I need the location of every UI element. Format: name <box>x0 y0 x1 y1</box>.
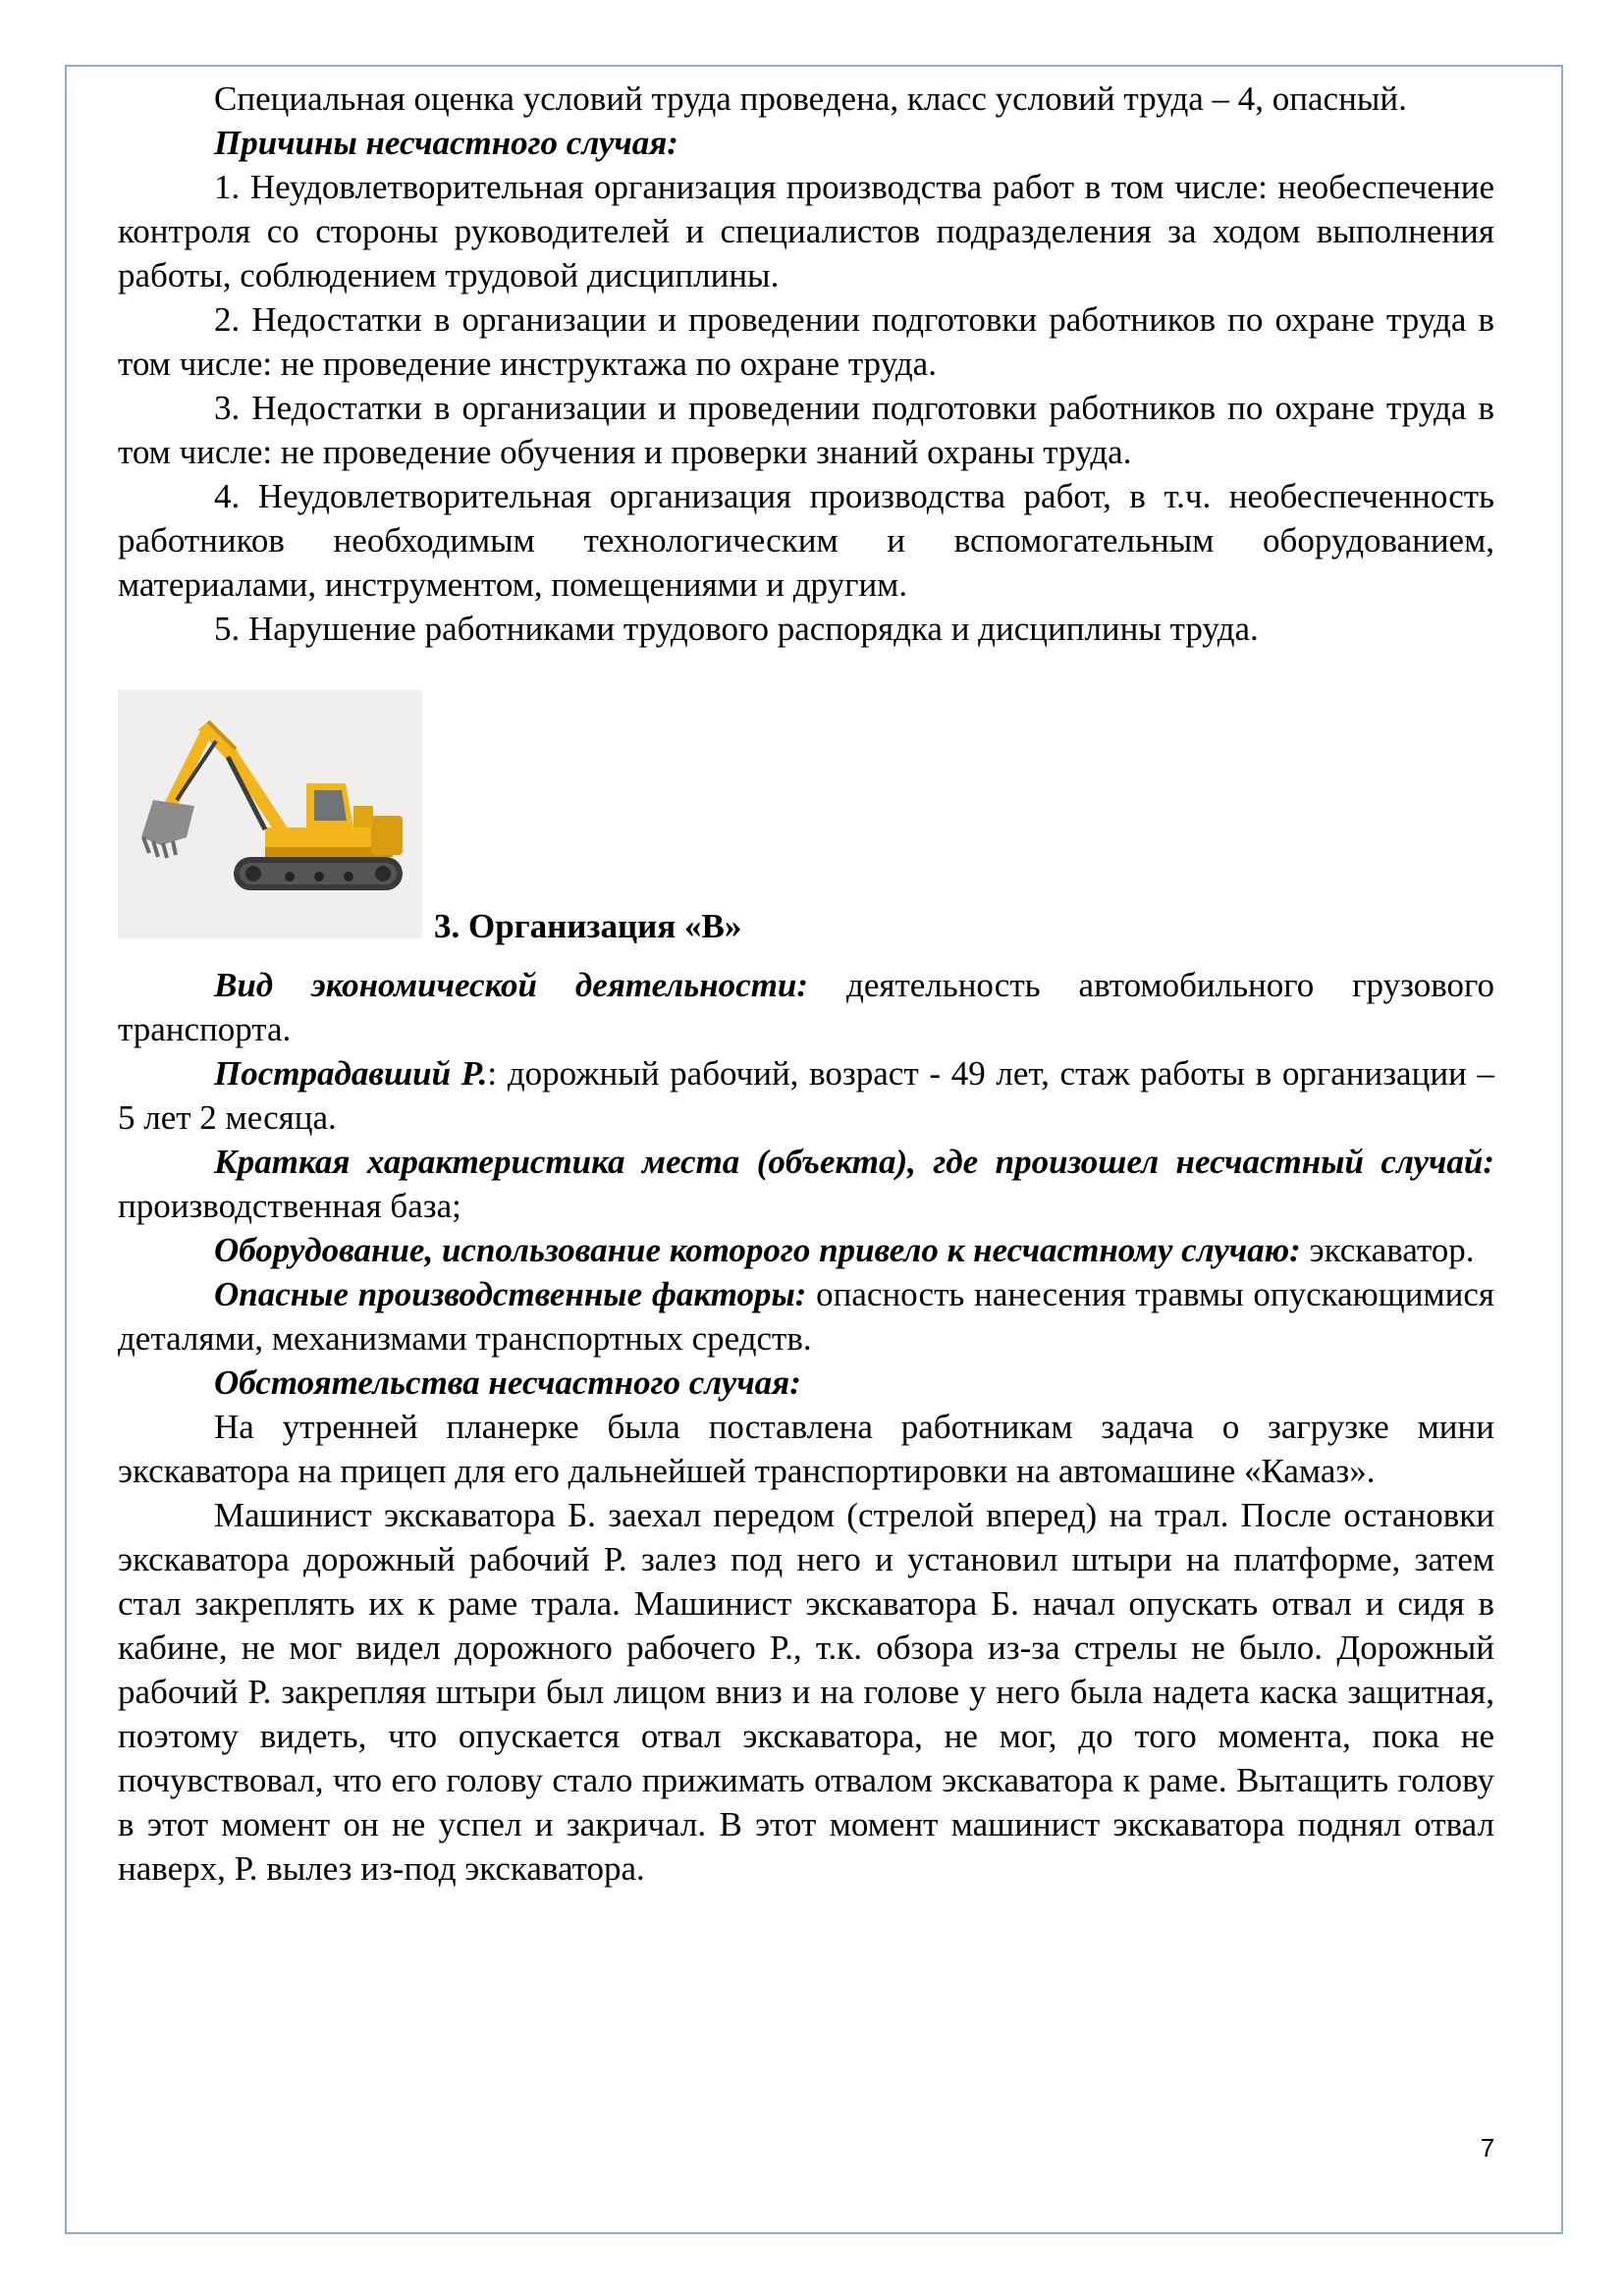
equipment-paragraph <box>118 1228 1494 1272</box>
causes-heading: Причины несчастного случая: <box>214 124 678 162</box>
intro-paragraph: Специальная оценка условий труда проведена, класс условий труда – 4, опасный. <box>214 80 1407 118</box>
cause-item: 2. Недостатки в организации и проведении подготовки работников по охране труда в том числе: не проведение инструктажа по охране труда. <box>118 300 1494 383</box>
hazards-value: опасность нанесения травмы опускающимися деталями, механизмами транспортных средств. <box>118 1275 1494 1358</box>
circumstances-paragraph: Машинист экскаватора Б. заехал передом (стрелой вперед) на трал. После остановки экскаватора дорожный рабочий Р. залез под него и установил штыри на платформе, затем стал закреплять их к раме трала. Машинист экскаватора Б. начал опускать отвал и сидя в кабине, не мог видел дорожного рабочего Р., т.к. обзора из-за стрелы не было. Дорожный рабочий Р. закрепляя штыри был лицом вниз и на голове у него была надета каска защитная, поэтому видеть, что опускается отвал экскаватора, не мог, до того момента, пока не почувствовал, что его голову стало прижимать отвалом экскаватора к раме. Вытащить голову в этот момент он не успел и закричал. В этот момент машинист экскаватора поднял отвал наверх, Р. вылез из-под экскаватора. <box>118 1496 1494 1888</box>
activity-value: деятельность автомобильного грузового транспорта. <box>118 966 1494 1048</box>
organization-header <box>118 690 1494 963</box>
page-number: 7 <box>1480 2133 1495 2163</box>
equipment-value: экскаватор. <box>1300 1231 1475 1269</box>
cause-item: 3. Недостатки в организации и проведении подготовки работников по охране труда в том числе: не проведение обучения и проверки знаний охраны труда. <box>118 389 1494 471</box>
hazards-label: Опасные производственные факторы: <box>214 1275 807 1313</box>
cause-item: 5. Нарушение работниками трудового распорядка и дисциплины труда. <box>214 610 1259 648</box>
circumstances-paragraph: На утренней планерке была поставлена работникам задача о загрузке мини экскаватора на прицеп для его дальнейшей транспортировки на автомашине «Камаз». <box>118 1408 1494 1490</box>
place-paragraph <box>118 1140 1494 1228</box>
place-label: Краткая характеристика места (объекта), где произошел несчастный случай: <box>214 1143 1494 1181</box>
cause-item: 4. Неудовлетворительная организация производства работ, в т.ч. необеспеченность работников необходимым технологическим и вспомогательным оборудованием, материалами, инструментом, помещениями и другим. <box>118 477 1494 604</box>
equipment-label: Оборудование, использование которого привело к несчастному случаю: <box>214 1231 1301 1269</box>
victim-label: Пострадавший Р. <box>214 1054 488 1093</box>
excavator-icon <box>118 690 422 938</box>
cause-item: 1. Неудовлетворительная организация производства работ в том числе: необеспечение контроля со стороны руководителей и специалистов подразделения за ходом выполнения работы, соблюдением трудовой дисциплины. <box>118 168 1494 294</box>
organization-title: 3. Организация «В» <box>434 907 742 945</box>
victim-paragraph <box>118 1051 1494 1140</box>
hazards-paragraph <box>118 1272 1494 1361</box>
activity-paragraph <box>118 963 1494 1051</box>
place-value: производственная база; <box>118 1187 461 1225</box>
excavator-image <box>118 690 422 938</box>
circumstances-heading: Обстоятельства несчастного случая: <box>214 1363 801 1402</box>
victim-value: : дорожный рабочий, возраст - 49 лет, стаж работы в организации – 5 лет 2 месяца. <box>118 1054 1494 1137</box>
activity-label: Вид экономической деятельности: <box>214 966 809 1004</box>
document-body <box>118 77 1494 1891</box>
